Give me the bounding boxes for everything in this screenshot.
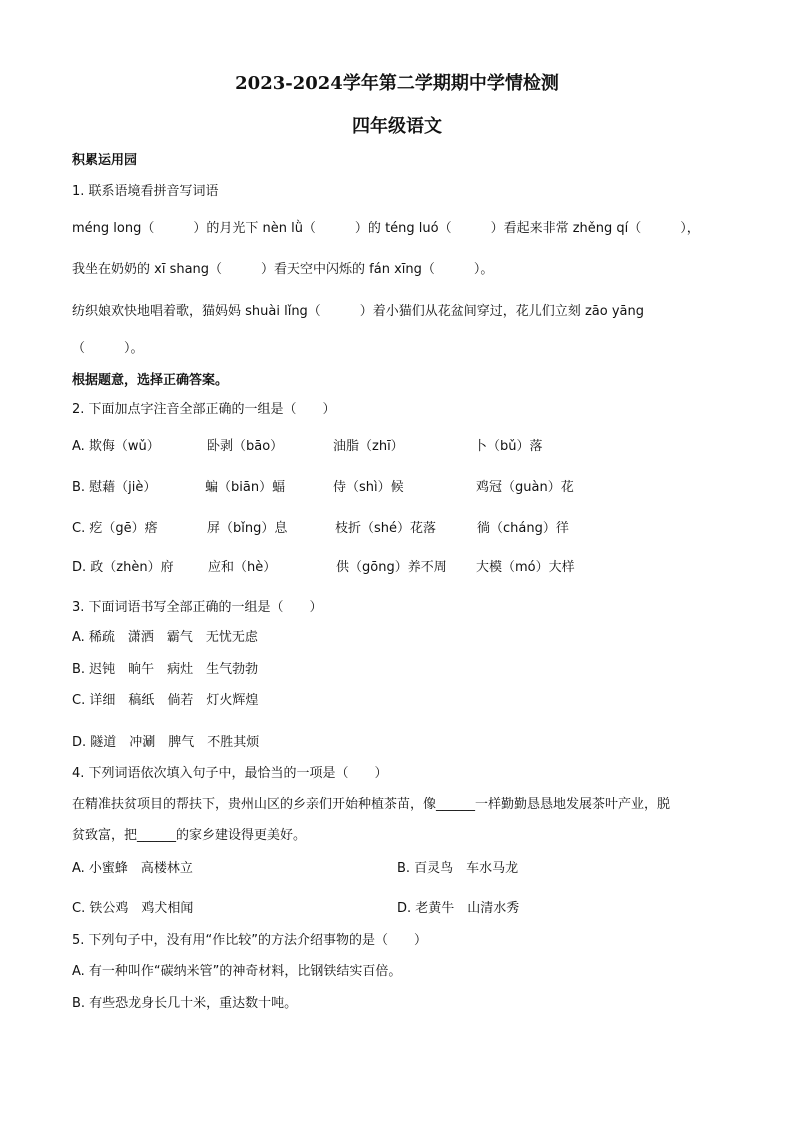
q2-d-2: 应和（hè） bbox=[208, 560, 277, 575]
q1-stem: 1. 联系语境看拼音写词语 bbox=[72, 184, 219, 199]
q4-option-a: A. 小蜜蜂 高楼林立 bbox=[72, 861, 193, 876]
q2-c-3: 枝折（shé）花落 bbox=[335, 521, 437, 536]
q2-a-1: A. 欺侮（wǔ） bbox=[72, 439, 160, 454]
q5-option-b: B. 有些恐龙身长几十米，重达数十吨。 bbox=[72, 996, 298, 1011]
q2-b-4: 鸡冠（guàn）花 bbox=[476, 480, 574, 495]
q5-option-a: A. 有一种叫作“碳纳米管”的神奇材料，比钢铁结实百倍。 bbox=[72, 964, 402, 979]
q2-d-4: 大模（mó）大样 bbox=[476, 560, 575, 575]
q2-c-1: C. 疙（gē）瘩 bbox=[72, 521, 158, 536]
q2-c-4: 徜（cháng）徉 bbox=[477, 521, 569, 536]
q3-option-a: A. 稀疏 潇洒 霸气 无忧无虑 bbox=[72, 630, 258, 645]
q1-line2: 我坐在奶奶的 xī shang（ ）看天空中闪烁的 fán xīng（ ）。 bbox=[72, 262, 494, 277]
q2-c-2: 屏（bǐng）息 bbox=[207, 521, 288, 536]
q4-passage-line1: 在精准扶贫项目的帮扶下，贵州山区的乡亲们开始种植茶苗，像______一样勤勤恳恳地发展茶叶产业，脱 bbox=[72, 797, 671, 812]
q5-stem: 5. 下列句子中，没有用“作比较”的方法介绍事物的是（ ） bbox=[72, 933, 428, 948]
q2-stem: 2. 下面加点字注音全部正确的一组是（ ） bbox=[72, 402, 336, 417]
q4-stem: 4. 下列词语依次填入句子中，最恰当的一项是（ ） bbox=[72, 766, 388, 781]
q4-option-d: D. 老黄牛 山清水秀 bbox=[397, 901, 520, 916]
q4-option-c: C. 铁公鸡 鸡犬相闻 bbox=[72, 901, 194, 916]
q4-passage-line2: 贫致富，把______的家乡建设得更美好。 bbox=[72, 828, 307, 843]
section-heading-accumulation: 积累运用园 bbox=[72, 153, 138, 168]
q3-option-b: B. 迟钝 晌午 病灶 生气勃勃 bbox=[72, 662, 259, 677]
q3-option-c: C. 详细 稿纸 倘若 灯火辉煌 bbox=[72, 693, 259, 708]
q3-stem: 3. 下面词语书写全部正确的一组是（ ） bbox=[72, 600, 323, 615]
q2-b-3: 侍（shì）候 bbox=[333, 480, 404, 495]
q2-d-3: 供（gōng）养不周 bbox=[336, 560, 447, 575]
q1-line1: méng long（ ）的月光下 nèn lǜ（ ）的 téng luó（ ）看起来非常 zhěng qí（ ）， bbox=[72, 221, 700, 236]
q2-b-2: 蝙（biān）蝠 bbox=[205, 480, 286, 495]
q1-line4: （ ）。 bbox=[72, 341, 144, 356]
q1-line3: 纺织娘欢快地唱着歌，猫妈妈 shuài lǐng（ ）着小猫们从花盆间穿过，花儿们立刻 zāo yāng bbox=[72, 304, 644, 319]
q2-d-1: D. 政（zhèn）府 bbox=[72, 560, 174, 575]
section-heading-choice: 根据题意，选择正确答案。 bbox=[72, 373, 229, 388]
page-subtitle: 四年级语文 bbox=[352, 116, 442, 137]
q2-a-2: 卧剥（bāo） bbox=[207, 439, 284, 454]
q3-option-d: D. 隧道 冲涮 脾气 不胜其烦 bbox=[72, 735, 260, 750]
q2-a-3: 油脂（zhī） bbox=[333, 439, 404, 454]
q2-b-1: B. 慰藉（jiè） bbox=[72, 480, 157, 495]
q2-a-4: 卜（bǔ）落 bbox=[474, 439, 543, 454]
q4-option-b: B. 百灵鸟 车水马龙 bbox=[397, 861, 519, 876]
page-title: 2023-2024学年第二学期期中学情检测 bbox=[235, 73, 559, 94]
